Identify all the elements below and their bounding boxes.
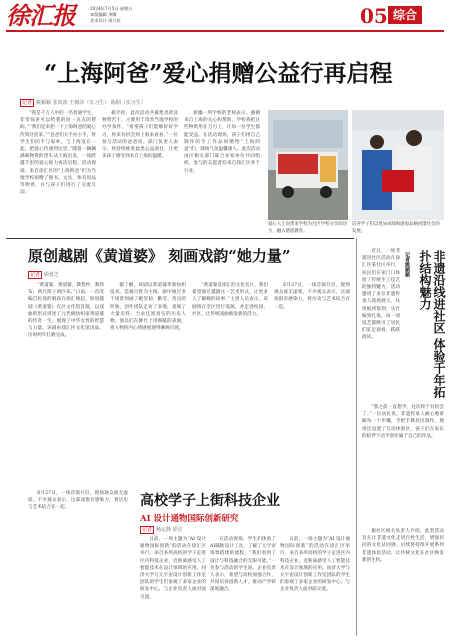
masthead-meta (90, 6, 132, 24)
section-divider (6, 238, 354, 239)
byline-authors: 杨定静 徐洁 (156, 527, 183, 533)
article3-column-1: 日前，一场主题为“AI 设计通物国际创新”的活动在徐汇区举行，来自多所高校的学子走进区内科技企业，近距离感受人工智能技术在设计领域的应用。同济大学与元宇宙设计创新工作室团队的学生们参观了多家企业的研发中心，与企业负责人面对面交流。 (140, 537, 206, 600)
article1-photo-2 (352, 110, 444, 220)
article3-byline (140, 526, 183, 533)
article4-byline (404, 252, 411, 312)
article2-column-2: 据了解，该剧以黄道婆革新纺织技术、造福百姓为主线，剧中通过多个场景刻画了她坚韧、勤劳、善良的形象。创作团队走访了多地，查阅了大量史料，力求还原真实的历史人物。演员们在舞台上用细腻的表演，将人物的内心情感展现得淋漓尽致。 (110, 283, 186, 332)
designer-credit: 美术设计 周月花 (90, 18, 121, 23)
article3-subhead: AI 设计通物国际创新研究 (140, 514, 239, 524)
article2-continued: 6月27日，一场首演开启，现场观众座无虚席。不少观众表示，这部戏很有感染力，将历史与艺术结合在一起。 (28, 491, 128, 511)
article4-column-3: 据社区相关负责人介绍，此类活动旨在让非遗文化走进百姓生活，增强居民的文化认同感。后续将持续开展系列非遗体验活动，让传统文化在社区焕发新的生机。 (362, 529, 444, 563)
editor-credit: 本版编辑 李娜 (90, 12, 117, 17)
article4-headline: 非遗沿线进社区 体验千年拓扑结构魅力 (418, 250, 446, 399)
article1-column-1: “我是千万人中的一名普通学生，非常惊喜可以给我的同一点点的帮助。”“我们是来把一个上海阿爸的爱心传到这里来。”“爸爸们大手拉小手，将学生们的手与家乡、与上海连在一起，把爱心传递到这里。”随着一辆辆满载物资的货车从上海出发，一场跨越千里的爱心接力再次启程。活动现场，来自徐汇区的“上海阿爸”们为当地学校捐赠了图书、文具、体育用品等物资，并与孩子们进行了交流互动。 (20, 111, 96, 196)
article1-column-2: 据介绍，此次活动共募集善款及物资若干，主要用于改善当地学校的办学条件。“希望孩子们能够好好学习，将来有机会到上海来看看。”一位参与活动的爸爸说。部门负责人表示，将持续推进此类公益项目，让更多孩子感受到来自上海的温暖。 (102, 111, 178, 160)
article1-photo-2-caption: 培养学子们以优异成绩和感恩品格回馈社会的发展。 (352, 222, 440, 234)
article3-headline: 高校学子上街科技企业 (140, 493, 280, 509)
column-divider (356, 238, 357, 636)
byline-label: 记者 (30, 272, 41, 278)
article4-column-1: 近日，一场非遗进社区活动在徐汇区某社区举行，居民们在家门口体验了传统手工技艺的独特魅力。活动邀请了多位非遗传承人现场展示，从剪纸到篆刻，从竹编到扎染，每一项技艺都吸引了居民们驻足观看，跃跃欲试。 (362, 249, 400, 341)
byline-authors: 顾蓉芝 (44, 272, 60, 278)
article1-headline: “上海阿爸”爱心捐赠公益行再启程 (44, 60, 393, 87)
byline-label: 记者 (404, 252, 410, 262)
truck-photo-icon (268, 110, 348, 220)
article3-column-2: 在活动现场，学生们体验了AI辅助设计工具，了解了元宇宙场景搭建的流程。“我们看到了设计与科技融合的无限可能。”一名参与活动的学生说。企业负责人表示，希望与高校加强合作，共同培养创新人才，推动产学研深度融合。 (210, 537, 276, 593)
article1-photo-1 (268, 110, 348, 220)
article4-column-2: “我之前一直想学，这次终于有机会了。”一位居民说。非遗传承人耐心地讲解每一个步骤，手把手教居民制作。现场还设置了互动体验区，孩子们在家长的陪伴下动手创作属于自己的作品。 (362, 405, 444, 439)
article2-headline: 原创越剧《黄道婆》 刻画戏韵“她力量” (28, 247, 291, 265)
article2-column-4: 6月27日，一场首演开启，现场观众座无虚席。不少观众表示，这部戏很有感染力，将历史与艺术结合在一起。 (274, 283, 350, 310)
byline-label: 记者 (22, 100, 33, 106)
byline-authors: 姚颖颖 张海波 王枫泽（实习生） 陈桐（实习生） (36, 100, 146, 106)
masthead-rule (6, 30, 444, 32)
students-photo-icon (352, 110, 444, 220)
article1-byline (20, 99, 146, 106)
article2-column-1: “黄道婆，黄道婆，教我纱，教我布，两只筒子两匹布。”日前，一首改编自民谣的唱段在徐汇响起。原创越剧《黄道婆》在区文化馆首演，以戏曲的形式讲述了元代棉纺织家黄道婆的传奇一生，展现了中华女性的智慧与力量。该剧由徐汇区文化馆出品，历时两年打磨完成。 (28, 283, 104, 339)
byline-authors: 姚颖颖 (404, 262, 410, 277)
newspaper-logo: 徐汇报 (6, 1, 75, 30)
article3-column-3: 日前，一场主题为“AI 设计通物国际创新”的活动在徐汇区举行，来自多所高校的学子走进区内科技企业，近距离感受人工智能技术在设计领域的应用。同济大学与元宇宙设计创新工作室团队的学生们参观了多家企业的研发中心，与企业负责人面对面交流。 (280, 537, 350, 593)
article1-photo-1-caption: 爱心人士向带来学校为台区学校分享的功力，融入感恩教育。 (268, 222, 348, 234)
issue-date: 2024年7月5日 星期五 (90, 6, 133, 11)
article2-byline (28, 271, 59, 278)
page-number: 05 (360, 4, 388, 28)
section-tag: 综合 (388, 6, 422, 24)
article1-column-3: 新疆一所学校的老师表示，感谢来自上海的关心和帮助。学校将把这些物资用在刀刃上，让每一位学生都能受益。在活动现场，孩子们用自己制作的手工作品回赠给“上海阿爸”们，现场气氛温馨感人。此次活动由区相关部门联合多家单位共同组织，参与的志愿者均来自徐汇区各个行业。 (184, 111, 260, 174)
article2-column-3: “黄道婆是徐汇的文化名片，我们希望通过越剧这一艺术形式，让更多人了解她的故事。”主创人员表示，该剧将在全区进行巡演，并走进校园、社区，让传统戏曲焕发新的活力。 (192, 283, 268, 317)
byline-label: 记者 (142, 527, 153, 533)
